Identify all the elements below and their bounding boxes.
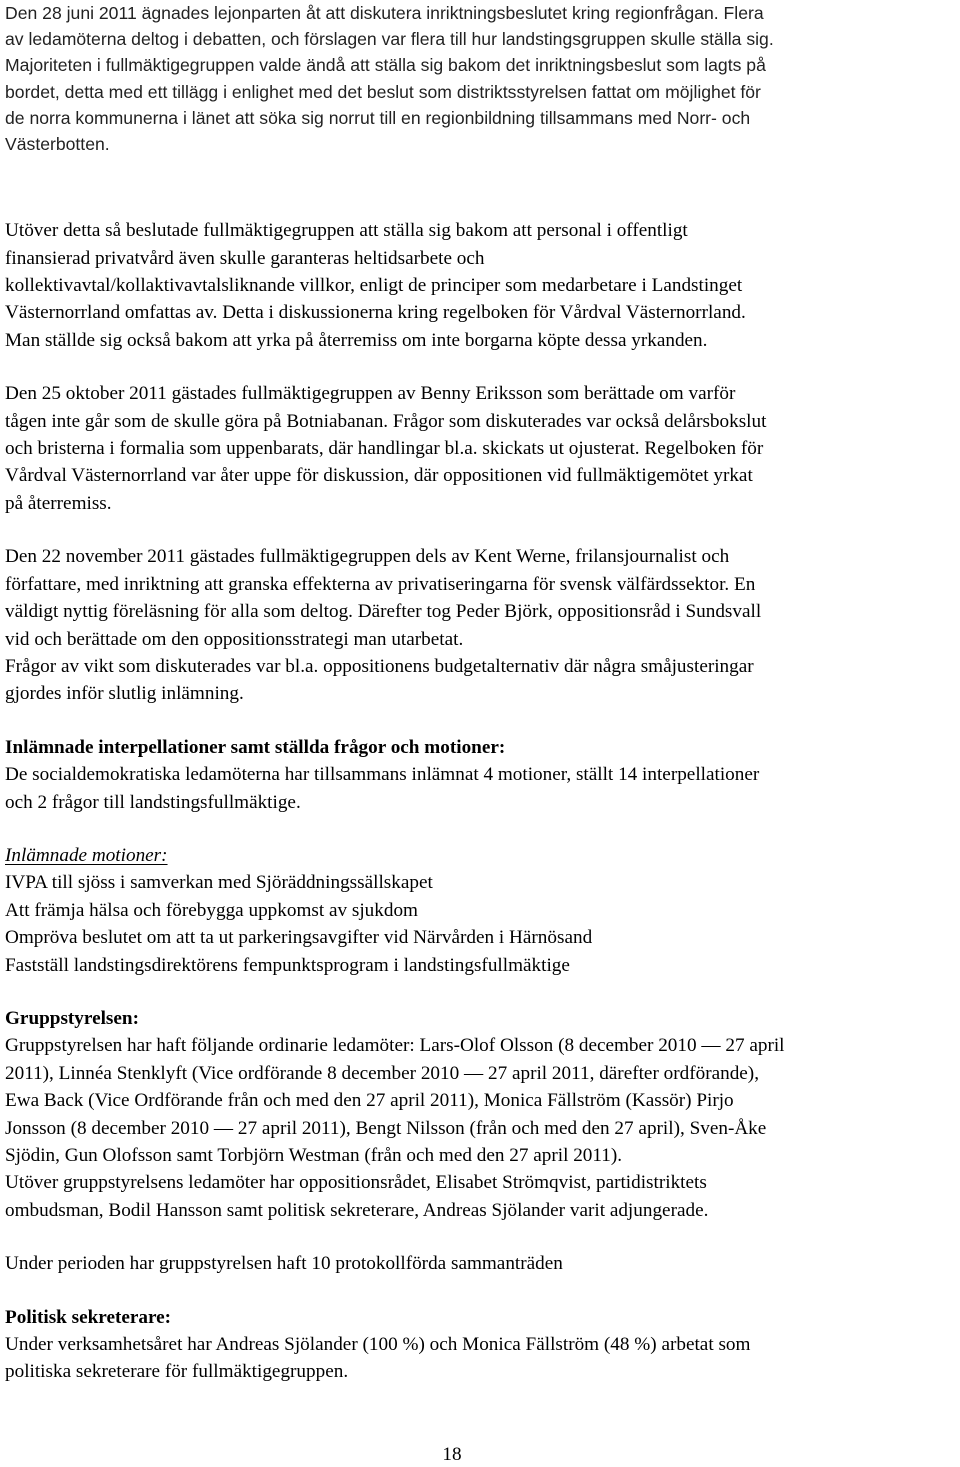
list-item: Fastställ landstingsdirektörens fempunktsprogram i landstingsfullmäktige xyxy=(5,954,570,976)
text-line: och bristerna i formalia som uppenbarats, där handlingar bl.a. skickats ut ojusterat. Regelboken för xyxy=(5,438,764,460)
text-line: på återremiss. xyxy=(5,492,112,514)
text-line: väldigt nyttig föreläsning för alla som deltog. Därefter tog Peder Björk, oppositionsråd i Sundsvall xyxy=(5,601,762,623)
paragraph-november xyxy=(5,543,957,707)
section-gruppstyrelsen xyxy=(5,1005,957,1224)
text-line: kollektivavtal/kollaktivavtalsliknande villkor, enligt de principer som medarbetare i Landstinget xyxy=(5,275,743,297)
paragraph-personal xyxy=(5,217,957,354)
text-line: Ewa Back (Vice Ordförande från och med den 27 april 2011), Monica Fällström (Kassör) Pirjo xyxy=(5,1090,734,1112)
text-line: De socialdemokratiska ledamöterna har tillsammans inlämnat 4 motioner, ställt 14 interpellationer xyxy=(5,764,760,786)
text-line: ombudsman, Bodil Hansson samt politisk sekreterare, Andreas Sjölander varit adjungerade. xyxy=(5,1199,709,1221)
text-line: Den 22 november 2011 gästades fullmäktigegruppen dels av Kent Werne, frilansjournalist och xyxy=(5,546,730,568)
text-line: Under perioden har gruppstyrelsen haft 10 protokollförda sammanträden xyxy=(5,1253,563,1275)
text-line: av ledamöterna deltog i debatten, och förslagen var flera till hur landstingsgruppen skulle ställa sig. xyxy=(5,29,774,50)
text-line: 2011), Linnéa Stenklyft (Vice ordförande 8 december 2010 — 27 april 2011, därefter ordförande), xyxy=(5,1062,759,1084)
spacer xyxy=(5,708,957,734)
text-line: Vårdval Västernorrland var åter uppe för diskussion, där oppositionen vid fullmäktigemötet yrkat xyxy=(5,465,753,487)
text-line: gjordes inför slutlig inlämning. xyxy=(5,683,244,705)
text-line: författare, med inriktning att granska effekterna av privatiseringarna för svensk välfärdssektor. En xyxy=(5,573,756,595)
text-line: Jonsson (8 december 2010 — 27 april 2011), Bengt Nilsson (från och med den 27 april), Sven-Åke xyxy=(5,1117,767,1139)
text-line: Västerbotten. xyxy=(5,134,110,155)
section-heading: Politisk sekreterare: xyxy=(5,1306,172,1328)
paragraph-oktober xyxy=(5,380,957,517)
document-page xyxy=(5,0,957,1386)
spacer xyxy=(5,157,957,217)
section-interpellationer xyxy=(5,734,957,816)
text-line: Gruppstyrelsen har haft följande ordinarie ledamöter: Lars-Olof Olsson (8 december 2010 — 27 april xyxy=(5,1035,785,1057)
text-line: Majoriteten i fullmäktigegruppen valde ändå att ställa sig bakom det inriktningsbeslut som lagts på xyxy=(5,55,766,76)
spacer xyxy=(5,979,957,1005)
text-line: Den 28 juni 2011 ägnades lejonparten åt att diskutera inriktningsbeslutet kring regionfrågan. Flera xyxy=(5,3,764,23)
text-line: Utöver gruppstyrelsens ledamöter har oppositionsrådet, Elisabet Strömqvist, partidistriktets xyxy=(5,1172,707,1194)
list-item: Att främja hälsa och förebygga uppkomst av sjukdom xyxy=(5,899,418,921)
spacer xyxy=(5,1224,957,1250)
text-line: de norra kommunerna i länet att söka sig norrut till en regionbildning tillsammans med Norr- och xyxy=(5,107,751,128)
text-line: Utöver detta så beslutade fullmäktigegruppen att ställa sig bakom att personal i offentligt xyxy=(5,220,688,242)
text-line: Sjödin, Gun Olofsson samt Torbjörn Westman (från och med den 27 april 2011). xyxy=(5,1145,623,1166)
text-line: Västernorrland omfattas av. Detta i diskussionerna kring regelboken för Vårdval Västernorrland. xyxy=(5,302,746,324)
section-politisk-sekreterare xyxy=(5,1304,957,1386)
section-heading: Inlämnade interpellationer samt ställda frågor och motioner: xyxy=(5,736,506,758)
spacer xyxy=(5,816,957,842)
section-motioner xyxy=(5,842,957,979)
text-line: politiska sekreterare för fullmäktigegruppen. xyxy=(5,1361,349,1383)
list-item: Ompröva beslutet om att ta ut parkeringsavgifter vid Närvården i Härnösand xyxy=(5,927,593,949)
spacer xyxy=(5,354,957,380)
text-line: Under verksamhetsåret har Andreas Sjölander (100 %) och Monica Fällström (48 %) arbetat som xyxy=(5,1334,751,1356)
spacer xyxy=(5,517,957,543)
text-line: vid och berättade om den oppositionsstrategi man utarbetat. xyxy=(5,628,464,650)
text-line: Man ställde sig också bakom att yrka på återremiss om inte borgarna köpte dessa yrkanden. xyxy=(5,329,708,351)
subsection-heading: Inlämnade motioner: xyxy=(5,844,168,866)
text-line: Frågor av vikt som diskuterades var bl.a. oppositionens budgetalternativ där några småjusteringar xyxy=(5,655,754,677)
list-item: IVPA till sjöss i samverkan med Sjöräddningssällskapet xyxy=(5,872,433,894)
paragraph-sammantraden xyxy=(5,1250,957,1277)
section-heading: Gruppstyrelsen: xyxy=(5,1007,139,1029)
text-line: tågen inte går som de skulle göra på Botniabanan. Frågor som diskuterades var också delårsbokslut xyxy=(5,410,767,432)
spacer xyxy=(5,1278,957,1304)
text-line: Den 25 oktober 2011 gästades fullmäktigegruppen av Benny Eriksson som berättade om varför xyxy=(5,383,736,405)
text-line: finansierad privatvård även skulle garanteras heltidsarbete och xyxy=(5,247,485,269)
paragraph-regionfragan xyxy=(5,0,957,157)
text-line: bordet, detta med ett tillägg i enlighet med det beslut som distriktsstyrelsen fattat om möjlighet för xyxy=(5,81,761,102)
page-number: 18 xyxy=(442,1444,462,1465)
text-line: och 2 frågor till landstingsfullmäktige. xyxy=(5,791,301,813)
